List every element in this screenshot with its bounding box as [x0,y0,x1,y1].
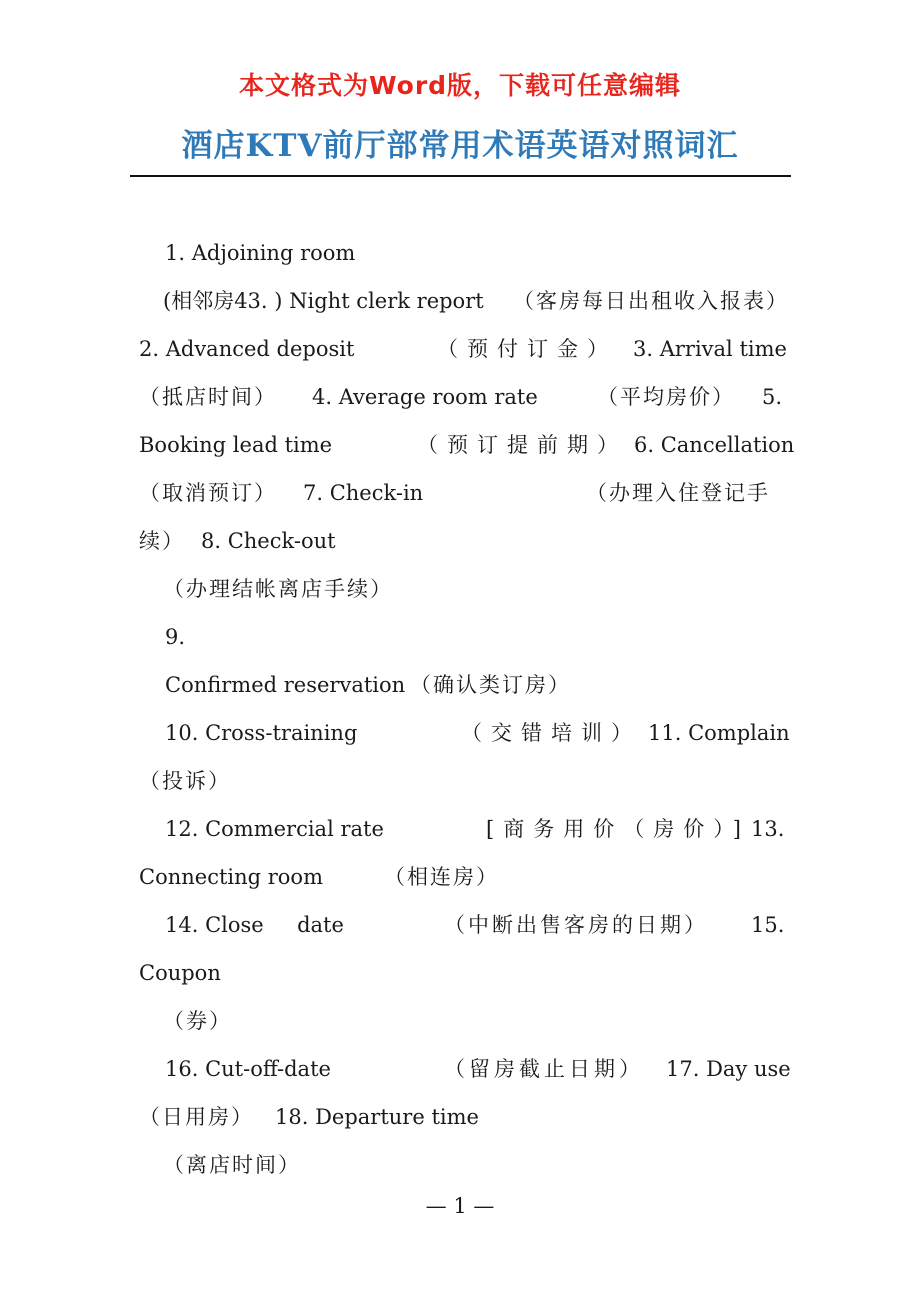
title-divider [130,175,791,177]
term-text: 3. Arrival time [633,337,787,361]
term-text: Booking lead time [139,433,333,457]
term-text: 8. Check-out [201,529,336,553]
translation-text: （投诉） [139,769,231,793]
text-line [0,1004,920,1038]
translation-text: （离店时间） [163,1153,301,1177]
term-text: 7. Check-in [303,481,424,505]
term-text: 12. Commercial rate [165,817,384,841]
translation-text: （交错培训） [461,721,641,745]
translation-text: （券） [163,1009,232,1033]
translation-text: 续） [139,529,185,553]
translation-text: （办理结帐离店手续） [163,577,393,601]
translation-text: （中断出售客房的日期） [444,913,708,937]
text-line [0,428,920,462]
text-line [0,908,920,942]
page-number: — 1 — [425,1194,495,1218]
term-text: 5. [762,385,783,409]
term-text: Confirmed reservation [165,673,406,697]
term-text: 16. Cut-off-date [165,1057,331,1081]
text-line [0,716,920,750]
term-text: Coupon [139,961,221,985]
text-line [0,860,920,894]
format-notice-banner: 本文格式为Word版，下载可任意编辑 [238,71,682,100]
text-line [0,236,920,270]
term-text: 1. Adjoining room [165,241,356,265]
text-line [0,1052,920,1086]
translation-text: （办理入住登记手 [586,481,770,505]
term-text: 13. [751,817,785,841]
text-line [0,1100,920,1134]
term-text: Connecting room [139,865,323,889]
term-text: 10. Cross-training [165,721,358,745]
term-text: 15. [751,913,785,937]
text-line [0,524,920,558]
term-text: 17. Day use [666,1057,791,1081]
text-line [0,812,920,846]
term-text: 2. Advanced deposit [139,337,355,361]
term-text: (相邻房43. ) Night clerk report [163,289,484,313]
translation-text: （平均房价） [597,385,735,409]
text-line [0,668,920,702]
text-line [0,620,920,654]
translation-text: （确认类订房） [410,673,571,697]
text-line [0,764,920,798]
translation-text: （预付订金） [437,337,617,361]
text-line [0,284,920,318]
translation-text: （客房每日出租收入报表） [513,289,789,313]
term-text: 9. [165,625,186,649]
text-line [0,956,920,990]
text-line [0,380,920,414]
text-line [0,572,920,606]
term-text: 11. Complain [648,721,790,745]
translation-text: [商务用价（房价）] [486,817,750,841]
term-text: 6. Cancellation [634,433,795,457]
term-text: 18. Departure time [275,1105,479,1129]
document-title: 酒店KTV前厅部常用术语英语对照词汇 [181,128,739,164]
translation-text: （预订提前期） [417,433,627,457]
term-text: 14. Close date [165,913,344,937]
text-line [0,332,920,366]
term-text: 4. Average room rate [312,385,538,409]
translation-text: （相连房） [384,865,499,889]
text-line [0,1148,920,1182]
translation-text: （留房截止日期） [444,1057,644,1081]
translation-text: （日用房） [139,1105,254,1129]
text-line [0,476,920,510]
translation-text: （抵店时间） [139,385,277,409]
translation-text: （取消预订） [139,481,277,505]
